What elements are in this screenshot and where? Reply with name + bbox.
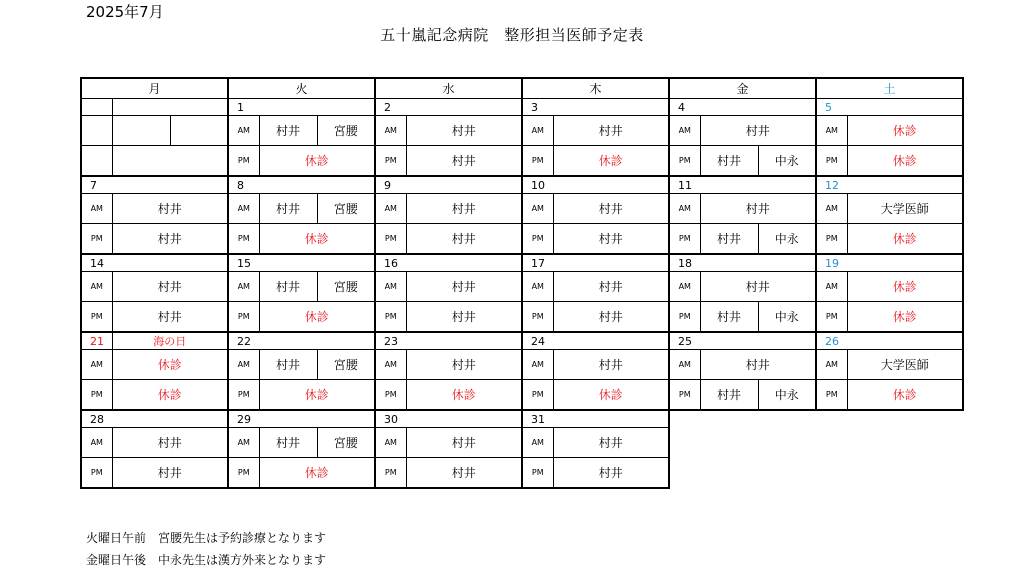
doctor-cell: 宮腰 [317, 116, 375, 146]
doctor-cell: 村井 [259, 194, 317, 224]
doctor-cell: 宮腰 [317, 194, 375, 224]
doctor-cell: 村井 [406, 146, 522, 177]
closed-cell: 休診 [259, 146, 375, 177]
doctor-cell: 村井 [259, 116, 317, 146]
closed-cell: 休診 [847, 116, 963, 146]
doctor-cell: 村井 [259, 272, 317, 302]
closed-cell: 休診 [847, 146, 963, 177]
date-cell: 8 [228, 176, 375, 194]
date-row [81, 99, 963, 116]
am-label: AM [816, 116, 847, 146]
pm-label: PM [669, 380, 700, 411]
doctor-cell: 村井 [406, 224, 522, 255]
date-cell: 2 [375, 99, 522, 116]
date-cell: 18 [669, 254, 816, 272]
am-label: AM [669, 116, 700, 146]
date-cell-saturday: 12 [816, 176, 963, 194]
pm-row [81, 146, 963, 177]
doctor-cell: 宮腰 [317, 428, 375, 458]
doctor-cell: 村井 [112, 194, 228, 224]
holiday-name: 海の日 [112, 332, 228, 350]
am-label: AM [81, 194, 112, 224]
page-title: 五十嵐記念病院 整形担当医師予定表 [380, 26, 644, 44]
pm-label: PM [816, 302, 847, 333]
date-cell: 9 [375, 176, 522, 194]
doctor-cell: 村井 [553, 272, 669, 302]
closed-cell: 休診 [406, 380, 522, 411]
am-label: AM [81, 272, 112, 302]
doctor-cell: 村井 [700, 224, 758, 255]
doctor-cell: 村井 [700, 116, 816, 146]
weekday-tue: 火 [228, 78, 375, 99]
date-cell: 1 [228, 99, 375, 116]
date-cell-saturday: 19 [816, 254, 963, 272]
date-cell: 28 [81, 410, 228, 428]
date-cell: 17 [522, 254, 669, 272]
pm-label: PM [228, 458, 259, 489]
doctor-cell: 村井 [406, 350, 522, 380]
pm-label: PM [81, 224, 112, 255]
am-label: AM [228, 350, 259, 380]
note-line: 火曜日午前 宮腰先生は予約診療となります [86, 531, 327, 545]
am-label: AM [81, 428, 112, 458]
pm-row [81, 458, 963, 489]
closed-cell: 休診 [553, 146, 669, 177]
pm-label: PM [375, 380, 406, 411]
date-cell: 16 [375, 254, 522, 272]
am-label: AM [375, 116, 406, 146]
closed-cell: 休診 [259, 380, 375, 411]
date-cell: 29 [228, 410, 375, 428]
date-cell: 14 [81, 254, 228, 272]
am-label: AM [228, 194, 259, 224]
doctor-cell: 村井 [553, 194, 669, 224]
am-label: AM [669, 272, 700, 302]
am-label: AM [228, 428, 259, 458]
closed-cell: 休診 [847, 272, 963, 302]
doctor-cell: 村井 [553, 428, 669, 458]
doctor-cell: 村井 [406, 272, 522, 302]
doctor-cell: 村井 [406, 194, 522, 224]
am-label: AM [81, 350, 112, 380]
am-row [81, 350, 963, 380]
am-label: AM [228, 272, 259, 302]
doctor-cell: 中永 [758, 146, 816, 177]
pm-row [81, 302, 963, 333]
date-cell-saturday: 5 [816, 99, 963, 116]
pm-label: PM [81, 458, 112, 489]
doctor-cell: 中永 [758, 302, 816, 333]
date-cell: 15 [228, 254, 375, 272]
doctor-cell: 村井 [406, 116, 522, 146]
schedule-table [80, 77, 964, 489]
am-label: AM [522, 194, 553, 224]
am-label: AM [375, 350, 406, 380]
closed-cell: 休診 [112, 380, 228, 411]
am-label: AM [669, 350, 700, 380]
date-cell: 4 [669, 99, 816, 116]
note-line: 金曜日午後 中永先生は漢方外来となります [86, 553, 327, 567]
doctor-cell: 村井 [700, 194, 816, 224]
doctor-cell: 村井 [112, 428, 228, 458]
closed-cell: 休診 [553, 380, 669, 411]
am-label: AM [228, 116, 259, 146]
doctor-cell: 宮腰 [317, 350, 375, 380]
closed-cell: 休診 [847, 224, 963, 255]
doctor-cell: 中永 [758, 380, 816, 411]
am-label: AM [522, 116, 553, 146]
date-cell: 22 [228, 332, 375, 350]
pm-label: PM [81, 302, 112, 333]
pm-label: PM [81, 380, 112, 411]
doctor-cell: 村井 [553, 458, 669, 489]
doctor-cell: 村井 [700, 350, 816, 380]
doctor-cell: 村井 [112, 302, 228, 333]
weekday-sat: 土 [816, 78, 963, 99]
doctor-cell: 村井 [406, 428, 522, 458]
am-label: AM [669, 194, 700, 224]
date-cell: 10 [522, 176, 669, 194]
am-row [81, 116, 963, 146]
closed-cell: 休診 [259, 224, 375, 255]
closed-cell: 休診 [259, 302, 375, 333]
am-label: AM [375, 194, 406, 224]
pm-label: PM [228, 302, 259, 333]
date-cell-saturday: 26 [816, 332, 963, 350]
pm-label: PM [522, 458, 553, 489]
doctor-cell: 村井 [259, 350, 317, 380]
closed-cell: 休診 [259, 458, 375, 489]
doctor-cell: 村井 [700, 380, 758, 411]
doctor-cell: 中永 [758, 224, 816, 255]
closed-cell: 休診 [112, 350, 228, 380]
am-label: AM [375, 272, 406, 302]
month-label: 2025年7月 [86, 3, 164, 21]
pm-label: PM [375, 302, 406, 333]
date-row [81, 254, 963, 272]
pm-label: PM [228, 380, 259, 411]
am-label: AM [522, 272, 553, 302]
am-label: AM [816, 350, 847, 380]
weekday-header-row [81, 78, 963, 99]
date-row [81, 176, 963, 194]
doctor-cell: 村井 [112, 224, 228, 255]
pm-label: PM [228, 224, 259, 255]
pm-label: PM [669, 224, 700, 255]
weekday-mon: 月 [81, 78, 228, 99]
doctor-cell: 村井 [112, 272, 228, 302]
doctor-cell: 村井 [553, 116, 669, 146]
pm-label: PM [228, 146, 259, 177]
am-row [81, 272, 963, 302]
pm-label: PM [669, 146, 700, 177]
date-cell: 11 [669, 176, 816, 194]
date-cell: 31 [522, 410, 669, 428]
pm-row [81, 380, 963, 411]
am-label: AM [375, 428, 406, 458]
date-cell: 30 [375, 410, 522, 428]
pm-label: PM [669, 302, 700, 333]
doctor-cell: 村井 [553, 350, 669, 380]
doctor-cell: 宮腰 [317, 272, 375, 302]
weekday-wed: 水 [375, 78, 522, 99]
pm-label: PM [522, 224, 553, 255]
am-label: AM [522, 428, 553, 458]
notes [86, 527, 326, 571]
pm-label: PM [522, 146, 553, 177]
doctor-cell: 村井 [700, 272, 816, 302]
pm-label: PM [816, 146, 847, 177]
doctor-cell: 村井 [112, 458, 228, 489]
weekday-fri: 金 [669, 78, 816, 99]
doctor-cell: 村井 [553, 224, 669, 255]
date-cell-holiday: 21 [81, 332, 112, 350]
pm-label: PM [816, 380, 847, 411]
pm-label: PM [816, 224, 847, 255]
date-cell: 3 [522, 99, 669, 116]
doctor-cell: 村井 [553, 302, 669, 333]
date-cell: 23 [375, 332, 522, 350]
closed-cell: 休診 [847, 302, 963, 333]
doctor-cell: 村井 [406, 458, 522, 489]
am-row [81, 194, 963, 224]
doctor-cell: 村井 [259, 428, 317, 458]
pm-label: PM [375, 146, 406, 177]
date-cell: 25 [669, 332, 816, 350]
doctor-cell: 村井 [406, 302, 522, 333]
weekday-thu: 木 [522, 78, 669, 99]
pm-label: PM [522, 380, 553, 411]
doctor-cell: 村井 [700, 302, 758, 333]
date-row [81, 332, 963, 350]
am-row [81, 428, 963, 458]
doctor-cell: 大学医師 [847, 194, 963, 224]
date-row [81, 410, 963, 428]
closed-cell: 休診 [847, 380, 963, 411]
pm-label: PM [522, 302, 553, 333]
am-label: AM [522, 350, 553, 380]
date-cell: 7 [81, 176, 228, 194]
am-label: AM [816, 194, 847, 224]
pm-row [81, 224, 963, 255]
doctor-cell: 大学医師 [847, 350, 963, 380]
pm-label: PM [375, 224, 406, 255]
pm-label: PM [375, 458, 406, 489]
date-cell: 24 [522, 332, 669, 350]
doctor-cell: 村井 [700, 146, 758, 177]
am-label: AM [816, 272, 847, 302]
